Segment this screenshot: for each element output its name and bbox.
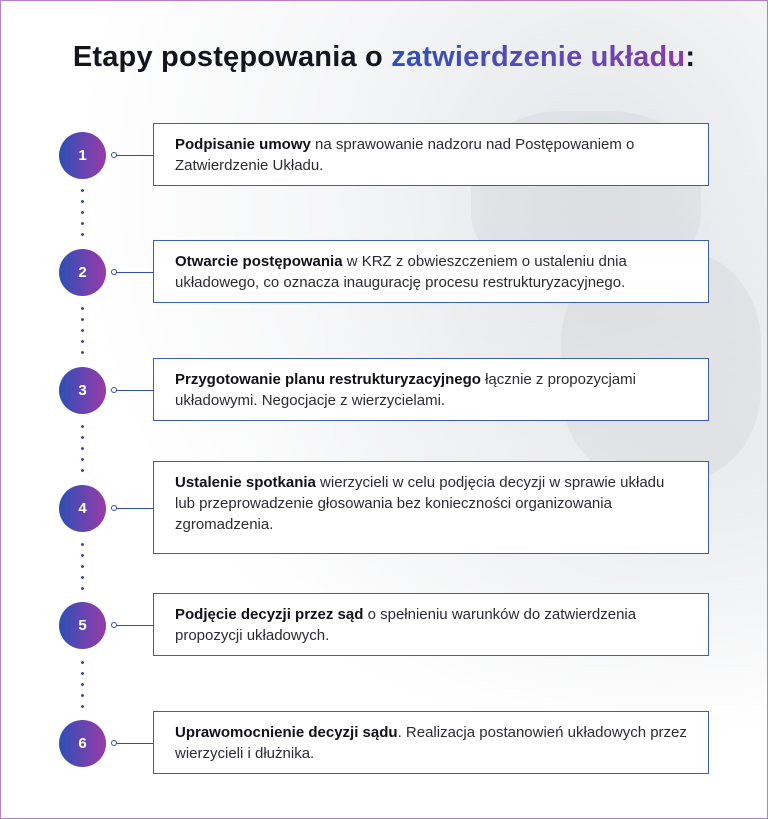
step-connector-dot xyxy=(111,505,117,511)
step-number-badge: 6 xyxy=(59,720,106,767)
step-title: Przygotowanie planu restrukturyzacyjnego xyxy=(175,371,481,388)
step-connector-line xyxy=(114,508,154,509)
step-card xyxy=(153,123,709,186)
step-title: Podpisanie umowy xyxy=(175,136,311,153)
step-connector-line xyxy=(114,155,154,156)
step-description: o spełnieniu warunków do zatwierdzenia propozycji układowych. xyxy=(175,606,637,644)
step-connector-line xyxy=(114,743,154,744)
step-connector-line xyxy=(114,272,154,273)
timeline-dots xyxy=(81,657,84,715)
step-card xyxy=(153,461,709,554)
step-connector-line xyxy=(114,625,154,626)
step-card xyxy=(153,240,709,303)
step-card xyxy=(153,593,709,656)
title-prefix: Etapy postępowania o xyxy=(72,41,392,73)
step-connector-dot xyxy=(111,152,117,158)
step-description: wierzycieli w celu podjęcia decyzji w sprawie układu lub przeprowadzenie głosowania bez konieczności organizowania zgromadzenia. xyxy=(175,474,665,533)
step-number-badge: 5 xyxy=(59,602,106,649)
step-description: łącznie z propozycjami układowymi. Negocjacje z wierzycielami. xyxy=(175,371,636,409)
step-card xyxy=(153,358,709,421)
timeline-dots xyxy=(81,421,84,479)
step-card xyxy=(153,711,709,774)
step-number-badge: 4 xyxy=(59,485,106,532)
step-number-badge: 3 xyxy=(59,367,106,414)
step-title: Uprawomocnienie decyzji sądu xyxy=(175,724,398,741)
step-title: Podjęcie decyzji przez sąd xyxy=(175,606,364,623)
timeline-dots xyxy=(81,539,84,597)
step-connector-dot xyxy=(111,269,117,275)
step-title: Otwarcie postępowania xyxy=(175,253,343,270)
step-connector-dot xyxy=(111,622,117,628)
title-suffix: : xyxy=(685,41,696,73)
step-description: . Realizacja postanowień układowych przez wierzycieli i dłużnika. xyxy=(175,724,687,762)
timeline-dots xyxy=(81,303,84,361)
timeline-dots xyxy=(81,185,84,243)
page-title xyxy=(1,41,767,74)
step-number-badge: 1 xyxy=(59,132,106,179)
title-highlight: zatwierdzenie układu xyxy=(391,41,686,73)
step-description: na sprawowanie nadzoru nad Postępowaniem o Zatwierdzenie Układu. xyxy=(175,136,635,174)
step-connector-dot xyxy=(111,387,117,393)
step-title: Ustalenie spotkania xyxy=(175,474,316,491)
step-number-badge: 2 xyxy=(59,249,106,296)
step-description: w KRZ z obwieszczeniem o ustaleniu dnia układowego, co oznacza inaugurację procesu restrukturyzacyjnego. xyxy=(175,253,627,291)
step-connector-dot xyxy=(111,740,117,746)
step-connector-line xyxy=(114,390,154,391)
